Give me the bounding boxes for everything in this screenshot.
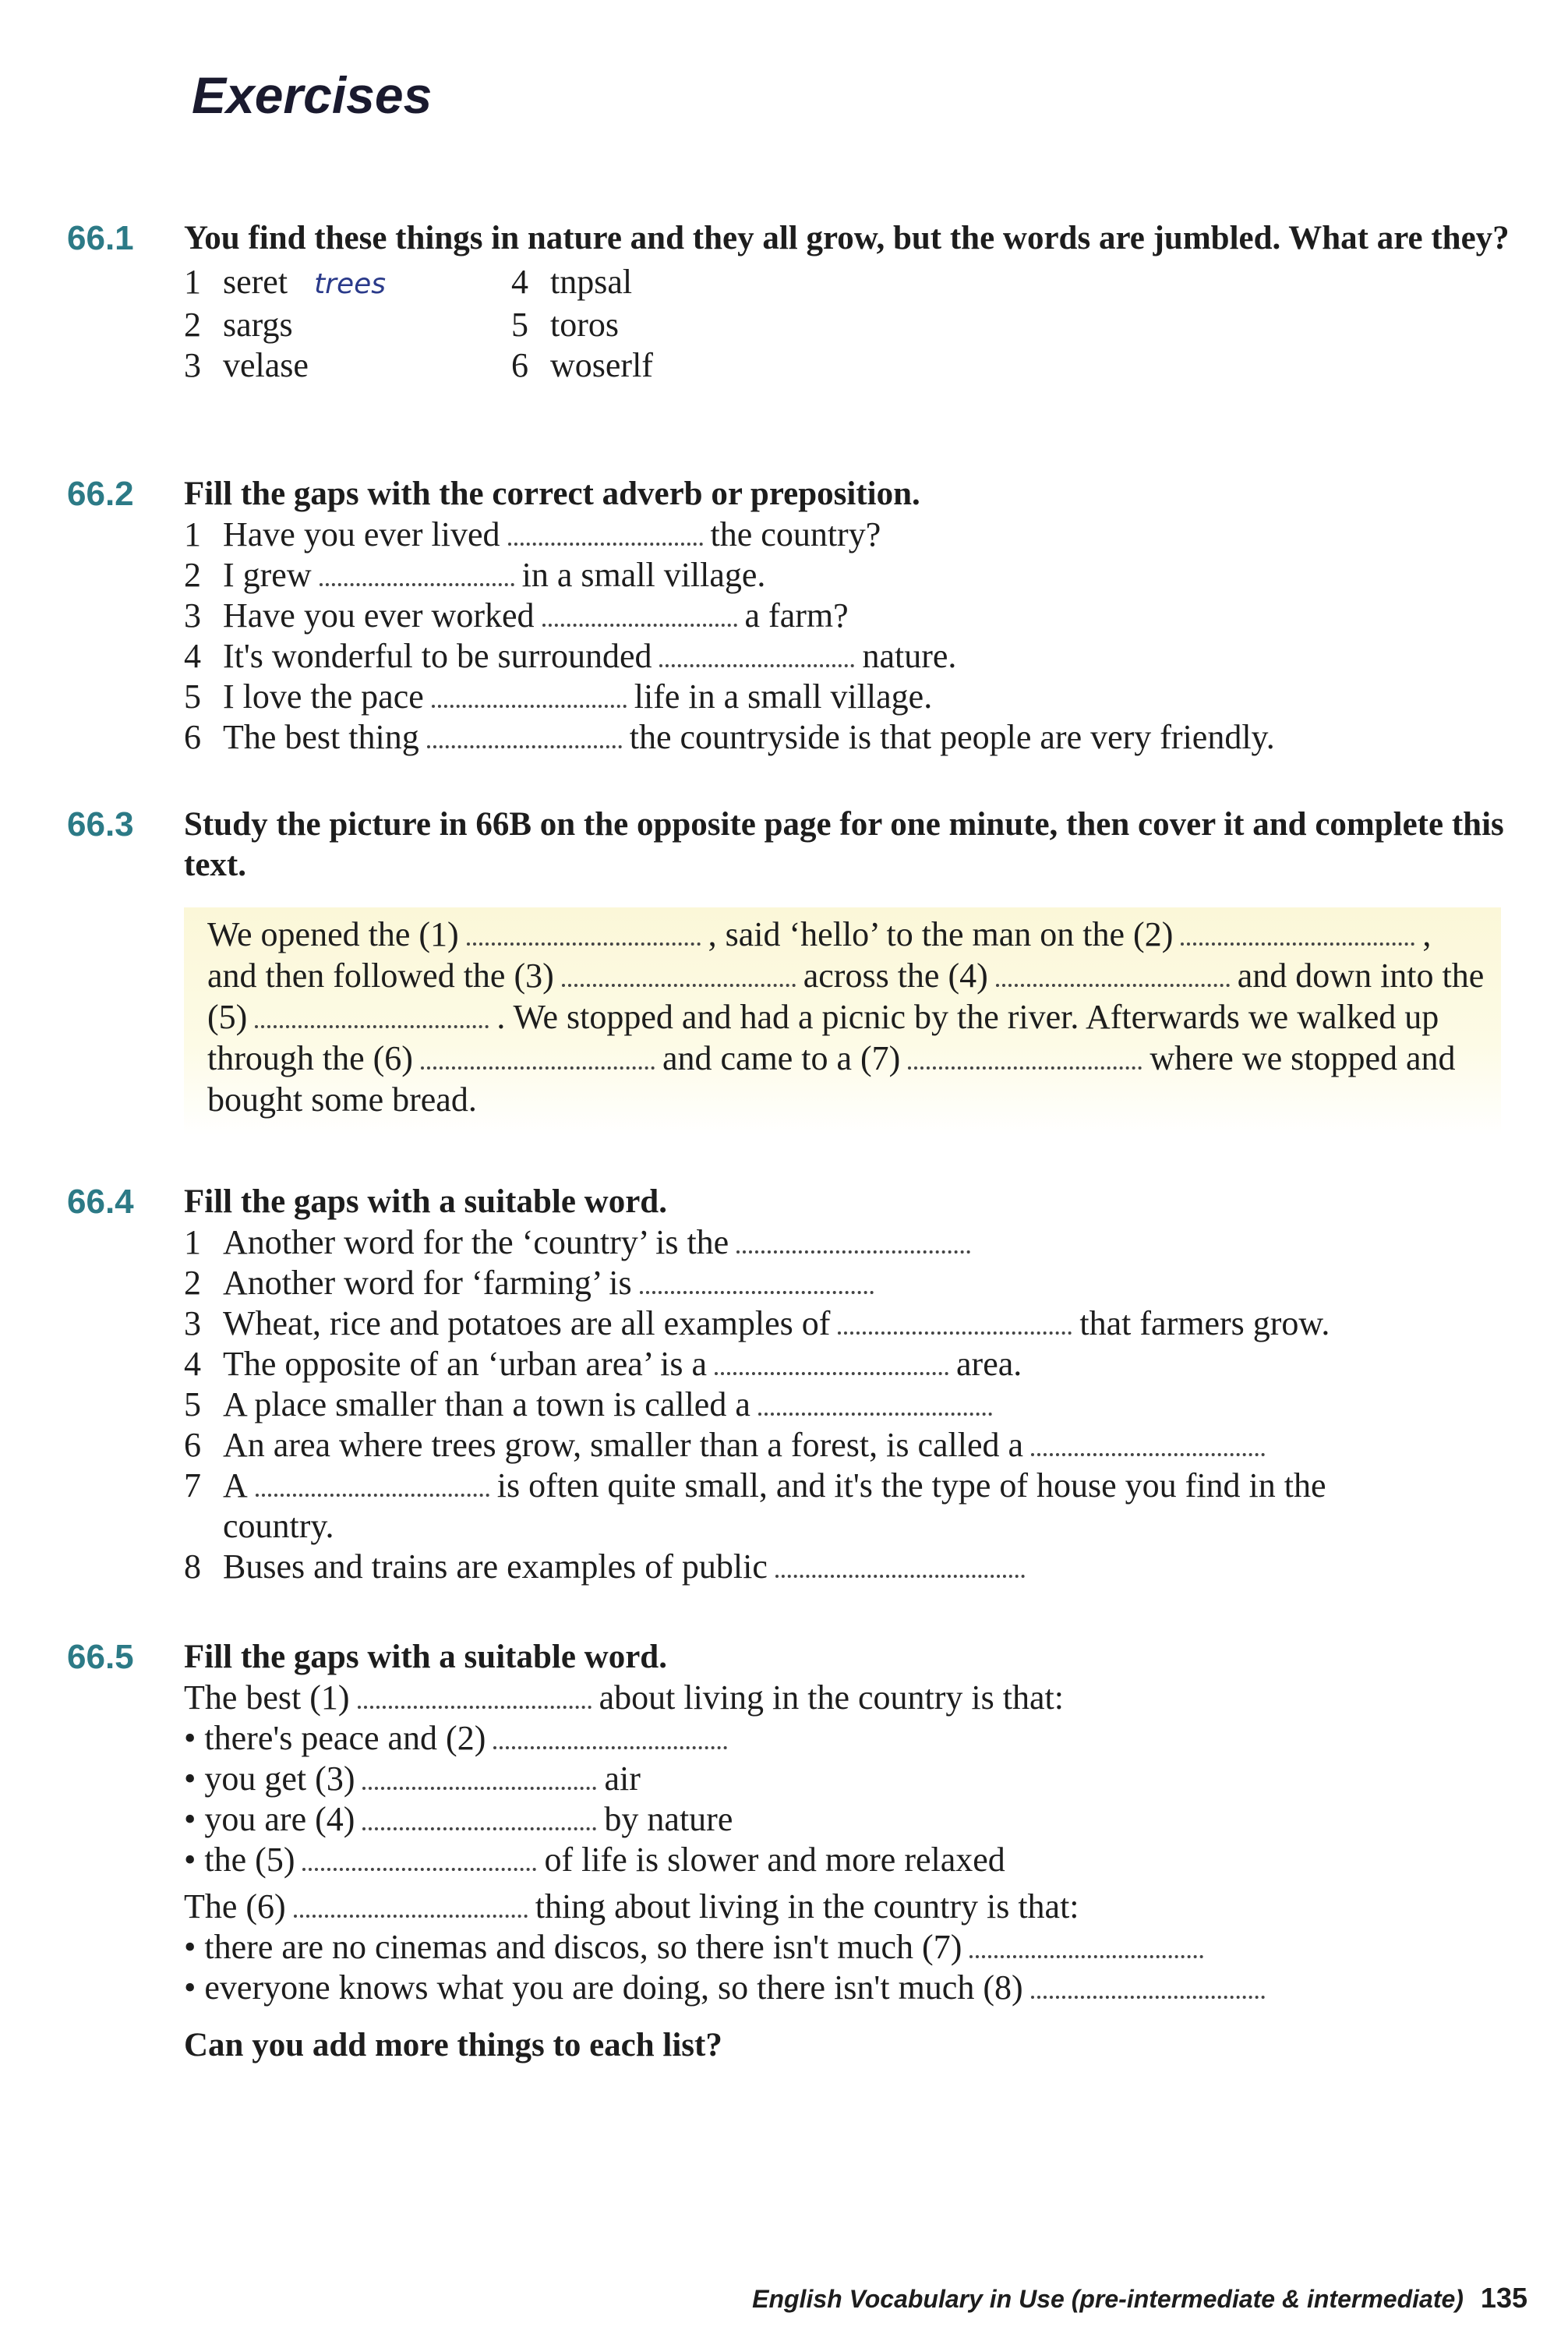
list-item: 1 seret trees bbox=[184, 263, 387, 301]
list-item: • there are no cinemas and discos, so there isn't much (7) bbox=[184, 1927, 1563, 1968]
exercise-number: 66.3 bbox=[67, 805, 134, 843]
list-item: • there's peace and (2) bbox=[184, 1718, 1563, 1759]
exercise-number: 66.5 bbox=[67, 1638, 134, 1676]
answer-blank[interactable] bbox=[542, 617, 737, 627]
list-item: 5 I love the pace life in a small village. bbox=[184, 677, 933, 716]
list-item: • the (5) of life is slower and more relaxed bbox=[184, 1840, 1563, 1880]
list-item: 5 A place smaller than a town is called a bbox=[184, 1384, 1563, 1425]
answer-blank[interactable] bbox=[969, 1949, 1203, 1958]
list-item: 4 tnpsal bbox=[511, 263, 633, 301]
closing-question: Can you add more things to each list? bbox=[184, 2027, 722, 2063]
answer-blank[interactable] bbox=[736, 1244, 970, 1254]
list-item: 4 It's wonderful to be surrounded nature. bbox=[184, 637, 957, 675]
list-item: • everyone knows what you are doing, so there isn't much (8) bbox=[184, 1968, 1563, 2008]
exercise-instruction: Fill the gaps with a suitable word. bbox=[184, 1639, 667, 1675]
list-item: 6 The best thing the countryside is that people are very friendly. bbox=[184, 718, 1275, 756]
handwritten-answer: trees bbox=[314, 268, 387, 300]
page-number: 135 bbox=[1480, 2282, 1527, 2314]
list-item: 3 Wheat, rice and potatoes are all examples of that farmers grow. bbox=[184, 1304, 1330, 1342]
book-title: English Vocabulary in Use (pre-intermediate & intermediate) bbox=[752, 2285, 1464, 2313]
list-item: 2 Another word for ‘farming’ is bbox=[184, 1263, 1563, 1303]
answer-blank[interactable] bbox=[432, 698, 627, 708]
list-item: 6 woserlf bbox=[511, 346, 653, 384]
list-item: 5 toros bbox=[511, 306, 619, 344]
answer-blank[interactable] bbox=[1031, 1989, 1265, 1999]
list-item: 3 Have you ever worked a farm? bbox=[184, 596, 849, 635]
answer-blank[interactable] bbox=[640, 1285, 874, 1294]
jumbled-word-list bbox=[184, 262, 1563, 386]
page-footer bbox=[748, 2276, 1527, 2319]
answer-blank[interactable] bbox=[1181, 936, 1414, 946]
answer-blank[interactable] bbox=[320, 577, 514, 586]
answer-blank[interactable] bbox=[493, 1740, 727, 1749]
story-text-box: We opened the (1) , said ‘hello’ to the man on the (2) , and then followed the (3) across the (4) and down into the (5) . We stopped and had a picnic by the river. Afterwards we walked up through the (6) and came to a (7) where we stopped and bought some bread. bbox=[184, 907, 1501, 1136]
exercise-number: 66.4 bbox=[67, 1183, 134, 1221]
answer-blank[interactable] bbox=[1031, 1447, 1265, 1456]
answer-blank[interactable] bbox=[255, 1019, 489, 1028]
list-item: 4 The opposite of an ‘urban area’ is a area. bbox=[184, 1345, 1022, 1383]
answer-blank[interactable] bbox=[358, 1699, 592, 1709]
answer-blank[interactable] bbox=[562, 978, 796, 987]
answer-blank[interactable] bbox=[362, 1821, 596, 1830]
list-item: 3 velase bbox=[184, 346, 309, 384]
answer-blank[interactable] bbox=[838, 1325, 1072, 1335]
list-item: 8 Buses and trains are examples of public bbox=[184, 1547, 1563, 1587]
list-intro: The best (1) about living in the country is that: bbox=[184, 1678, 1064, 1717]
exercise-instruction: You find these things in nature and they all grow, but the words are jumbled. What are they? bbox=[184, 220, 1510, 256]
answer-blank[interactable] bbox=[467, 936, 701, 946]
list-item: 2 I grew in a small village. bbox=[184, 556, 766, 594]
answer-blank[interactable] bbox=[908, 1060, 1142, 1070]
answer-blank[interactable] bbox=[758, 1406, 992, 1416]
list-item: • you get (3) air bbox=[184, 1759, 1563, 1799]
answer-blank[interactable] bbox=[294, 1908, 528, 1918]
page-title: Exercises bbox=[192, 66, 433, 124]
exercise-instruction: Study the picture in 66B on the opposite page for one minute, then cover it and complete this text. bbox=[184, 806, 1504, 883]
answer-blank[interactable] bbox=[508, 536, 703, 546]
list-item: 1 Another word for the ‘country’ is the bbox=[184, 1222, 1563, 1263]
answer-blank[interactable] bbox=[421, 1060, 655, 1070]
answer-blank[interactable] bbox=[659, 658, 854, 667]
answer-blank[interactable] bbox=[996, 978, 1230, 987]
exercise-instruction: Fill the gaps with the correct adverb or preposition. bbox=[184, 476, 920, 512]
list-item: 2 sargs bbox=[184, 306, 293, 344]
answer-blank[interactable] bbox=[775, 1568, 1025, 1578]
list-item: 1 Have you ever lived the country? bbox=[184, 515, 881, 553]
list-item: 7 A is often quite small, and it's the type of house you find in the bbox=[184, 1466, 1326, 1505]
list-intro: The (6) thing about living in the country is that: bbox=[184, 1887, 1079, 1926]
exercise-instruction: Fill the gaps with a suitable word. bbox=[184, 1183, 667, 1220]
exercise-number: 66.1 bbox=[67, 219, 134, 257]
list-item: country. bbox=[223, 1507, 334, 1545]
answer-blank[interactable] bbox=[302, 1862, 536, 1871]
answer-blank[interactable] bbox=[256, 1487, 489, 1497]
answer-blank[interactable] bbox=[715, 1366, 948, 1375]
list-item: • you are (4) by nature bbox=[184, 1799, 1563, 1840]
list-item: 6 An area where trees grow, smaller than a forest, is called a bbox=[184, 1425, 1563, 1466]
exercise-number: 66.2 bbox=[67, 475, 134, 513]
answer-blank[interactable] bbox=[362, 1781, 596, 1790]
answer-blank[interactable] bbox=[427, 739, 622, 748]
